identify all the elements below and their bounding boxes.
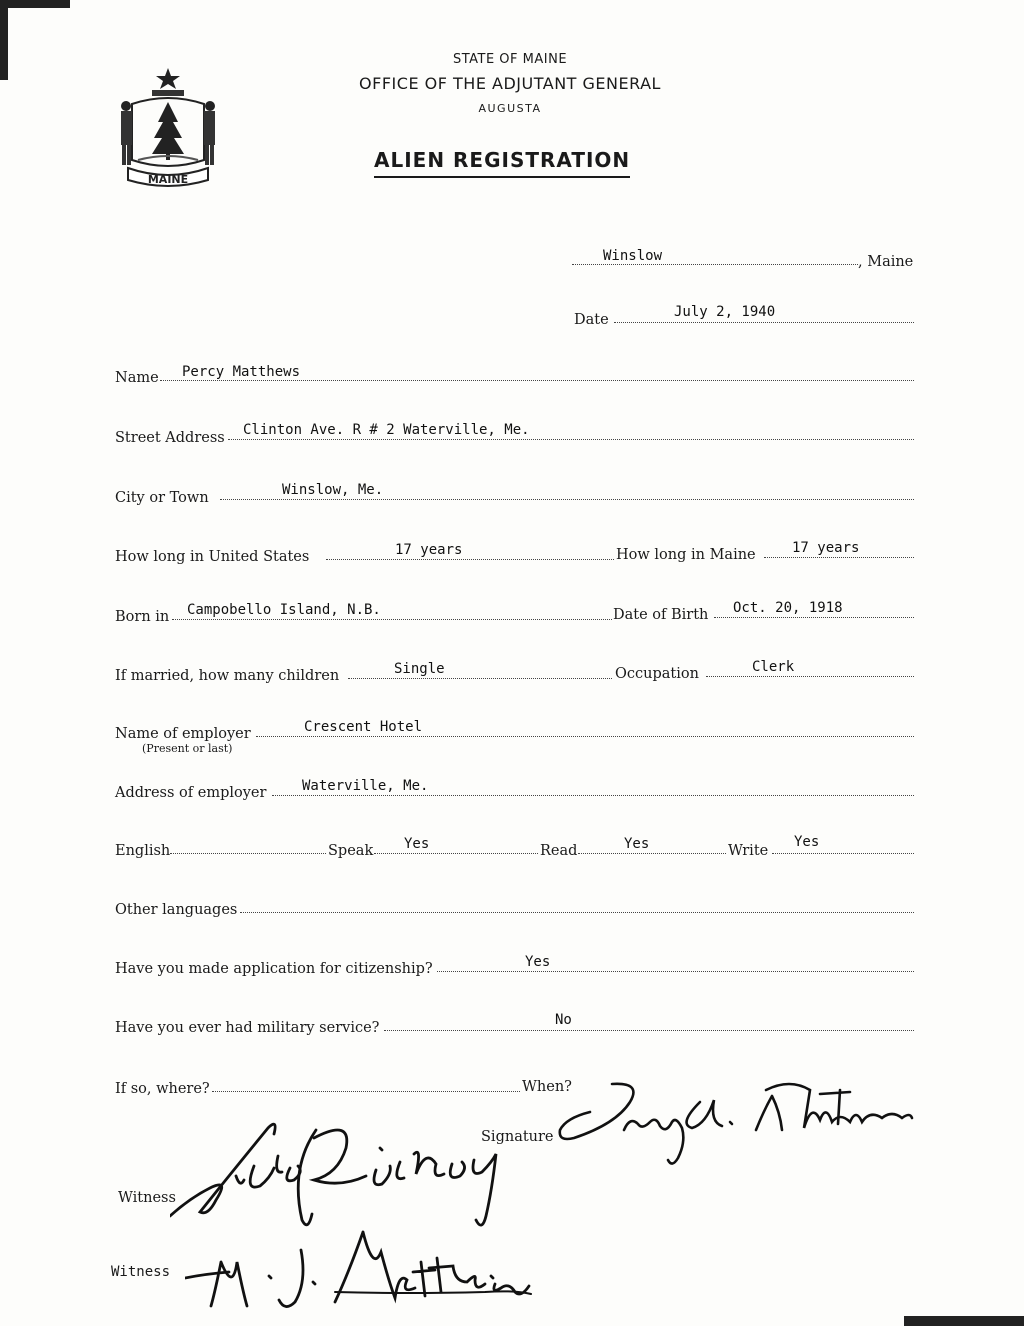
employer-address-label: Address of employer	[115, 785, 267, 801]
how-long-us-label: How long in United States	[115, 549, 310, 565]
read-label: Read	[540, 843, 578, 859]
employer-name-note: (Present or last)	[142, 742, 233, 755]
form-title: ALIEN REGISTRATION	[374, 148, 630, 178]
military-line	[384, 1030, 914, 1031]
write-line	[772, 853, 914, 854]
other-languages-label: Other languages	[115, 902, 238, 918]
employer-name-label: Name of employer	[115, 726, 251, 742]
english-line	[170, 853, 326, 854]
witness2-label: Witness	[111, 1264, 171, 1280]
write-value: Yes	[794, 834, 820, 850]
born-in-label: Born in	[115, 609, 170, 625]
how-long-maine-label: How long in Maine	[616, 547, 756, 563]
date-of-birth-line	[714, 617, 914, 618]
city-value: Winslow, Me.	[282, 482, 384, 498]
if-so-where-line	[212, 1091, 520, 1092]
if-so-where-label: If so, where?	[115, 1081, 210, 1097]
speak-line	[374, 853, 538, 854]
married-children-value: Single	[394, 661, 445, 677]
applicant-signature	[550, 1072, 920, 1172]
city-line	[220, 499, 914, 500]
citizenship-label: Have you made application for citizenship?	[115, 961, 433, 977]
scan-corner-mark	[0, 0, 8, 80]
date-of-birth-value: Oct. 20, 1918	[733, 600, 843, 616]
state-seal-icon	[114, 64, 222, 190]
header-city: AUGUSTA	[478, 102, 542, 115]
place-town-value: Winslow	[603, 248, 663, 264]
write-label: Write	[728, 843, 769, 859]
employer-name-value: Crescent Hotel	[304, 719, 423, 735]
witness2-signature	[185, 1222, 535, 1322]
witness1-label: Witness	[118, 1190, 176, 1206]
when-label: When?	[522, 1079, 572, 1095]
speak-label: Speak	[328, 843, 374, 859]
signature-label: Signature	[481, 1129, 554, 1145]
how-long-maine-line	[764, 557, 914, 558]
header-office: OFFICE OF THE ADJUTANT GENERAL	[359, 74, 661, 93]
name-line	[160, 380, 914, 381]
english-label: English	[115, 843, 171, 859]
occupation-line	[706, 676, 914, 677]
seal-text: MAINE	[147, 173, 189, 186]
date-value: July 2, 1940	[674, 304, 776, 320]
employer-name-line	[256, 736, 914, 737]
citizenship-value: Yes	[525, 954, 551, 970]
employer-address-value: Waterville, Me.	[302, 778, 429, 794]
name-label: Name	[115, 370, 159, 386]
how-long-us-value: 17 years	[395, 542, 463, 558]
occupation-value: Clerk	[752, 659, 795, 675]
date-line	[614, 322, 914, 323]
employer-address-line	[272, 795, 914, 796]
street-address-line	[228, 439, 914, 440]
other-languages-line	[240, 912, 914, 913]
name-value: Percy Matthews	[182, 364, 301, 380]
how-long-maine-value: 17 years	[792, 540, 860, 556]
military-value: No	[555, 1012, 572, 1028]
date-label: Date	[574, 312, 609, 328]
occupation-label: Occupation	[615, 666, 699, 682]
place-state-label: , Maine	[858, 254, 914, 270]
read-value: Yes	[624, 836, 650, 852]
scan-corner-mark	[904, 1316, 1024, 1326]
scan-corner-mark	[0, 0, 70, 8]
military-label: Have you ever had military service?	[115, 1020, 380, 1036]
how-long-us-line	[326, 559, 614, 560]
speak-value: Yes	[404, 836, 430, 852]
married-children-label: If married, how many children	[115, 668, 340, 684]
street-address-label: Street Address	[115, 430, 225, 446]
read-line	[578, 853, 726, 854]
street-address-value: Clinton Ave. R # 2 Waterville, Me.	[243, 422, 530, 438]
witness1-signature	[170, 1108, 540, 1238]
born-in-value: Campobello Island, N.B.	[187, 602, 381, 618]
date-of-birth-label: Date of Birth	[613, 607, 709, 623]
place-line	[572, 264, 858, 265]
city-label: City or Town	[115, 490, 209, 506]
header-state: STATE OF MAINE	[452, 52, 568, 67]
married-children-line	[348, 678, 612, 679]
citizenship-line	[437, 971, 914, 972]
born-in-line	[172, 619, 612, 620]
